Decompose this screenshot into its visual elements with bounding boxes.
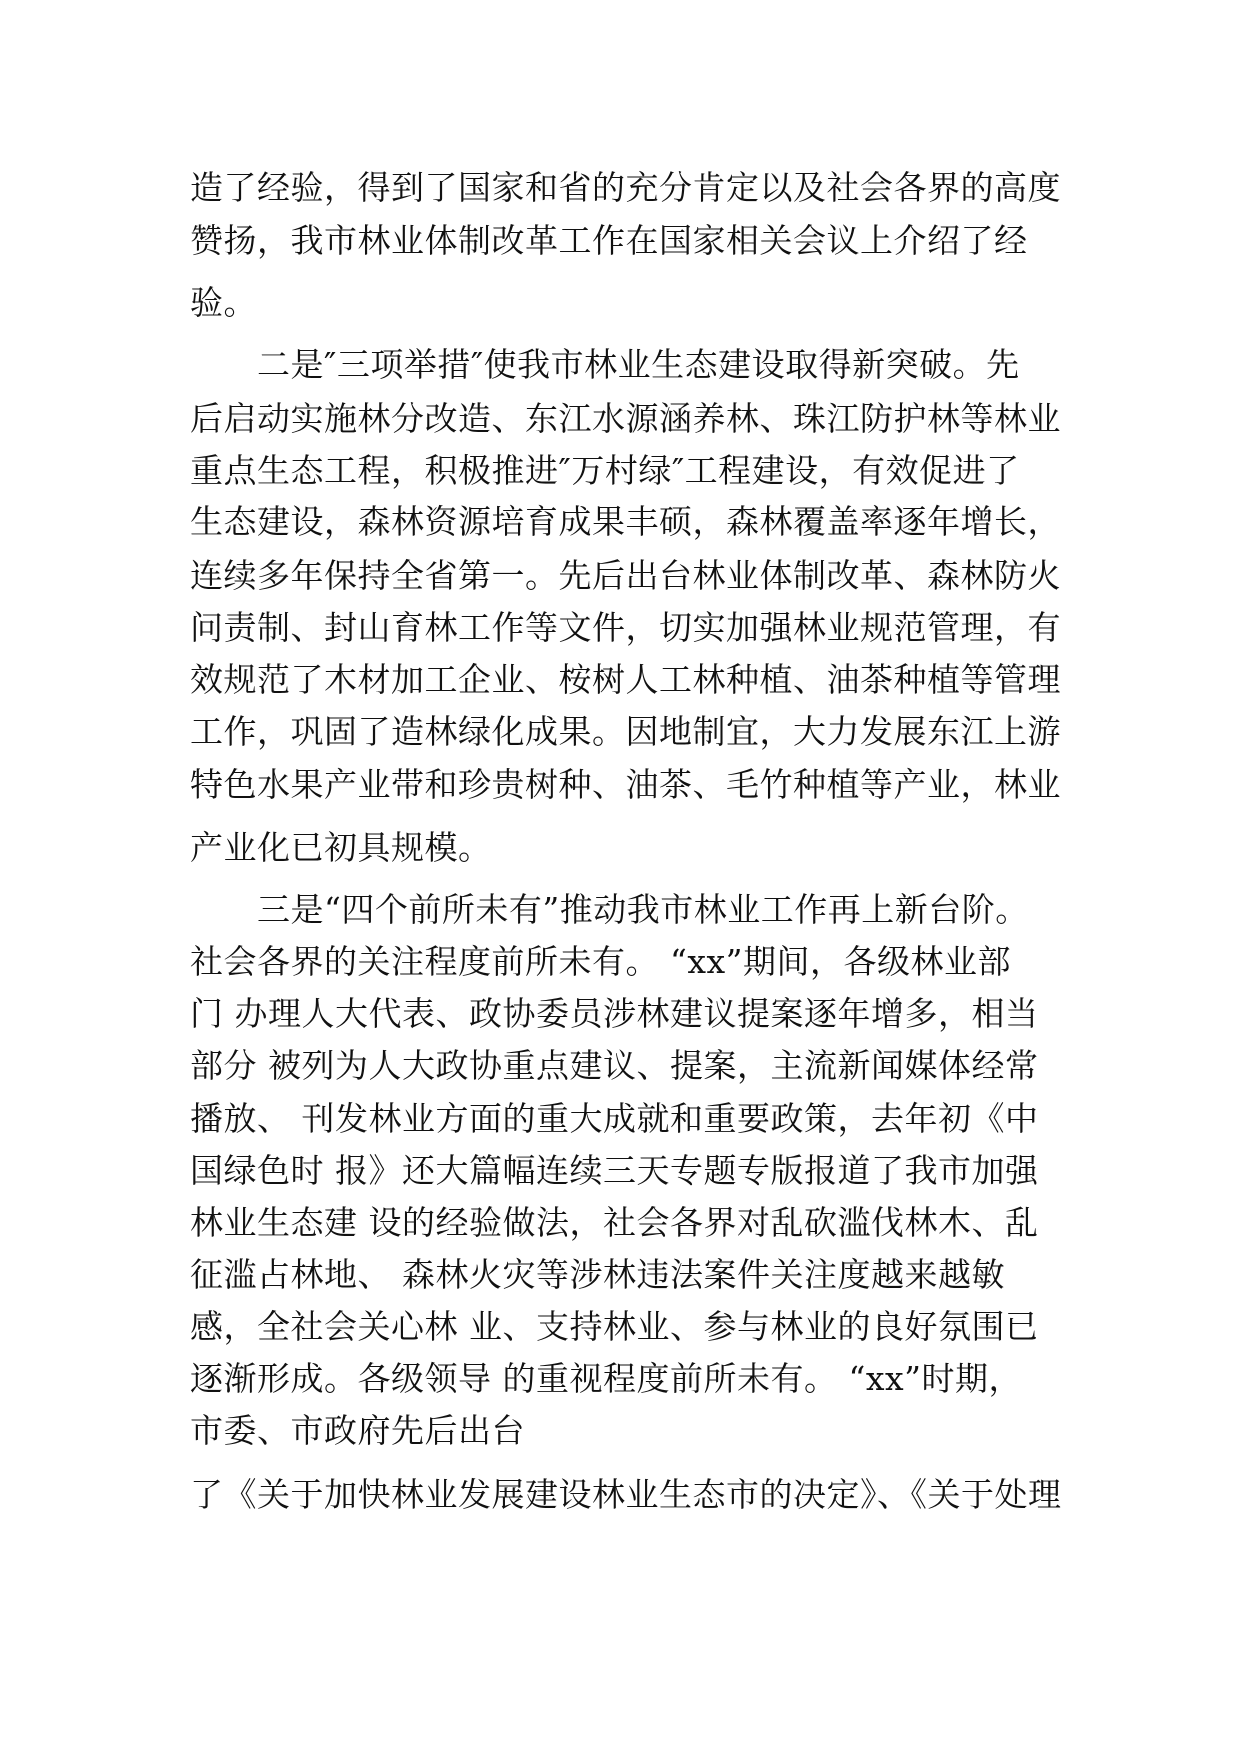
paragraph-start-line: 三是“四个前所未有”推动我市林业工作再上新台阶。 xyxy=(257,890,1029,929)
text-line: 产业化已初具规模。 xyxy=(190,828,492,867)
text-line: 国绿色时 报》还大篇幅连续三天专题专版报道了我市加强 xyxy=(190,1151,1039,1190)
text-line: 了《关于加快林业发展建设林业生态市的决定》、《关于处理 xyxy=(190,1475,1062,1514)
text-line: 征滥占林地、 森林火灾等涉林违法案件关注度越来越敏 xyxy=(190,1255,1005,1294)
text-line: 赞扬，我市林业体制改革工作在国家相关会议上介绍了经 xyxy=(190,221,1028,260)
text-line: 效规范了木材加工企业、桉树人工林种植、油茶种植等管理 xyxy=(190,660,1061,699)
text-line: 林业生态建 设的经验做法，社会各界对乱砍滥伐林木、乱 xyxy=(190,1203,1039,1242)
text-line: 感，全社会关心林 业、支持林业、参与林业的良好氛围已 xyxy=(190,1307,1039,1346)
text-line: 后启动实施林分改造、东江水源涵养林、珠江防护林等林业 xyxy=(190,399,1061,438)
text-line: 造了经验，得到了国家和省的充分肯定以及社会各界的高度 xyxy=(190,168,1061,207)
text-line: 逐渐形成。各级领导 的重视程度前所未有。 “xx”时期， xyxy=(190,1359,1022,1398)
paragraph-start-line: 二是″三项举措″使我市林业生态建设取得新突破。先 xyxy=(257,345,1020,384)
text-line: 社会各界的关注程度前所未有。 “xx”期间，各级林业部 xyxy=(190,942,1011,981)
text-line: 门 办理人大代表、政协委员涉林建议提案逐年增多，相当 xyxy=(190,994,1039,1033)
text-line: 部分 被列为人大政协重点建议、提案，主流新闻媒体经常 xyxy=(190,1046,1039,1085)
text-line: 重点生态工程，积极推进″万村绿″工程建设，有效促进了 xyxy=(190,451,1020,490)
text-line: 播放、 刊发林业方面的重大成就和重要政策，去年初《中 xyxy=(190,1099,1039,1138)
text-line: 连续多年保持全省第一。先后出台林业体制改革、森林防火 xyxy=(190,556,1061,595)
text-line: 工作，巩固了造林绿化成果。因地制宜，大力发展东江上游 xyxy=(190,712,1061,751)
text-line: 特色水果产业带和珍贵树种、油茶、毛竹种植等产业，林业 xyxy=(190,765,1061,804)
text-line: 验。 xyxy=(190,283,257,322)
text-line: 问责制、封山育林工作等文件，切实加强林业规范管理，有 xyxy=(190,608,1061,647)
text-line: 生态建设，森林资源培育成果丰硕，森林覆盖率逐年增长， xyxy=(190,502,1061,541)
text-line: 市委、市政府先后出台 xyxy=(190,1411,525,1450)
